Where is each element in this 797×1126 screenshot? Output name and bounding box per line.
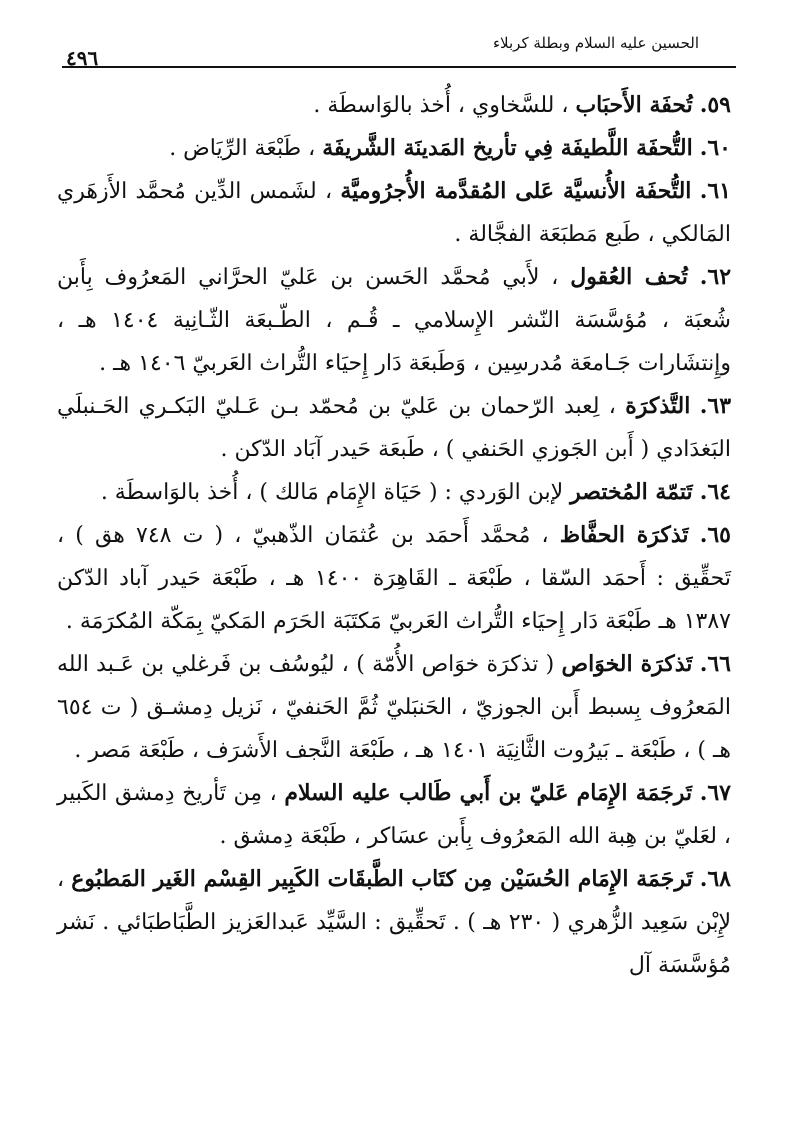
entry-number: ٦٥. bbox=[699, 522, 731, 548]
bibliography-entry-66 bbox=[57, 643, 731, 772]
bibliography-entry-68 bbox=[57, 858, 731, 987]
entry-details: لإبن الوَردي : ( حَيَاة الإِمَام مَالك ) ، أُخذ بالوَاسطَة . bbox=[100, 480, 564, 505]
running-header: الحسين عليه السلام وبطلة كربلاء bbox=[493, 34, 699, 52]
entry-title: تُحفَة الأَحبَاب bbox=[575, 92, 693, 118]
entry-title: تَتمّة المُختصر bbox=[570, 479, 693, 505]
entry-details: ، مِن تَأريخ دِمشق الكَبير ، لعَليّ بن هِبة الله المَعرُوف بِأَبن عسَاكر ، طَبْعَة دِمشق . bbox=[57, 781, 731, 849]
entry-number: ٦١. bbox=[699, 178, 731, 204]
entry-title: تَرجَمَة الإِمَام عَليّ بن أَبي طَالب عليه السلام bbox=[284, 780, 693, 806]
entry-title: تُحف العُقول bbox=[570, 264, 688, 290]
entry-number: ٦٤. bbox=[699, 479, 731, 505]
entry-title: تَرجَمَة الإِمَام الحُسَيْن مِن كتَاب الطَّبقَات الكَبِير القِسْم الغَير المَطبُوع bbox=[71, 866, 693, 892]
bibliography-entry-62 bbox=[57, 256, 731, 385]
entry-details: ، لشَمس الدِّين مُحمَّد الأَزهَري المَالكي ، طَبع مَطبَعَة الفجَّالة . bbox=[57, 179, 731, 247]
page-number: ٤٩٦ bbox=[66, 46, 99, 70]
entry-details: ، لأَبي مُحمَّد الحَسن بن عَليّ الحرَّاني المَعرُوف بِأَبن شُعبَة ، مُؤسَّسَة النّشر الإِسلامي ـ قُـم ، الطّـبعَة الثّـانِية ١٤٠٤ هـ ، وإِنتشَارات جَـامعَة مُدرسِين ، وَطَبعَة دَار إِحيَاء التُّراث العَربيّ ١٤٠٦ هـ . bbox=[57, 265, 731, 376]
bibliography-entry-60 bbox=[57, 127, 731, 170]
entry-details: ، لإِبْن سَعِيد الزُّهري ( ٢٣٠ هـ ) . تَحقِّيق : السَّيِّد عَبدالعَزيز الطَّبَاطبَائي . نَشر مُؤسَّسَة آل bbox=[57, 867, 731, 978]
bibliography-list bbox=[57, 84, 731, 987]
entry-number: ٦٦. bbox=[699, 651, 731, 677]
entry-title: تَذكرَة الخوَاص bbox=[561, 651, 693, 677]
entry-title: التُّحفَة اللَّطيفَة فِي تأريخ المَدينَة الشَّريفَة bbox=[322, 135, 693, 161]
bibliography-entry-67 bbox=[57, 772, 731, 858]
entry-details: ( تذكرَة خوَاص الأُمّة ) ، ليُوسُف بن فَرغلي بن عَـبد الله المَعرُوف بِسبط أَبن الجوزيّ ، الحَنبَليّ ثُمَّ الحَنفيّ ، نَزيل دِمشـق ( ت ٦٥٤ هـ ) ، طَبْعَة ـ بَيرُوت الثَّانِيَة ١٤٠١ هـ ، طَبْعَة النَّجف الأَشرَف ، طَبْعَة مَصر . bbox=[57, 652, 731, 763]
bibliography-entry-64 bbox=[57, 471, 731, 514]
entry-title: تَذكرَة الحفَّاظ bbox=[559, 522, 689, 548]
bibliography-entry-59 bbox=[57, 84, 731, 127]
entry-number: ٦٨. bbox=[699, 866, 731, 892]
bibliography-entry-65 bbox=[57, 514, 731, 643]
entry-number: ٦٣. bbox=[699, 393, 732, 419]
entry-number: ٥٩. bbox=[699, 92, 731, 118]
bibliography-entry-61 bbox=[57, 170, 731, 256]
entry-details: ، لِعبد الرّحمان بن عَليّ بن مُحمّد بـن عَـليّ البَكـري الحَـنبلَي البَغدَادي ( أَبن الجَوزي الحَنفي ) ، طَبعَة حَيدر آبَاد الدّكن . bbox=[57, 394, 731, 462]
entry-number: ٦٢. bbox=[699, 264, 732, 290]
entry-number: ٦٠. bbox=[699, 135, 731, 161]
bibliography-entry-63 bbox=[57, 385, 731, 471]
header-rule bbox=[62, 66, 736, 68]
entry-details: ، مُحمَّد أَحمَد بن عُثمَان الذّهبيّ ، ( ت ٧٤٨ هق ) ، تَحقِّيق : أَحمَد السّقا ، طَبْعَة ـ القَاهِرَة ١٤٠٠ هـ ، طَبْعَة حَيدر آباد الدّكن ١٣٨٧ هـ طَبْعَة دَار إِحيَاء التُّراث العَربيّ مَكتَبَة الحَرَم المَكيّ بِمَكّة المُكرَمَة . bbox=[57, 523, 731, 634]
entry-title: التُّحفَة الأُنسيَّة عَلى المُقدَّمة الأُجرُوميَّة bbox=[340, 178, 692, 204]
entry-details: ، طَبْعَة الرِّيَاض . bbox=[169, 136, 316, 161]
entry-title: التَّذكرَة bbox=[625, 393, 691, 419]
entry-details: ، للسَّخاوي ، أُخذ بالوَاسطَة . bbox=[313, 93, 569, 118]
entry-number: ٦٧. bbox=[699, 780, 731, 806]
